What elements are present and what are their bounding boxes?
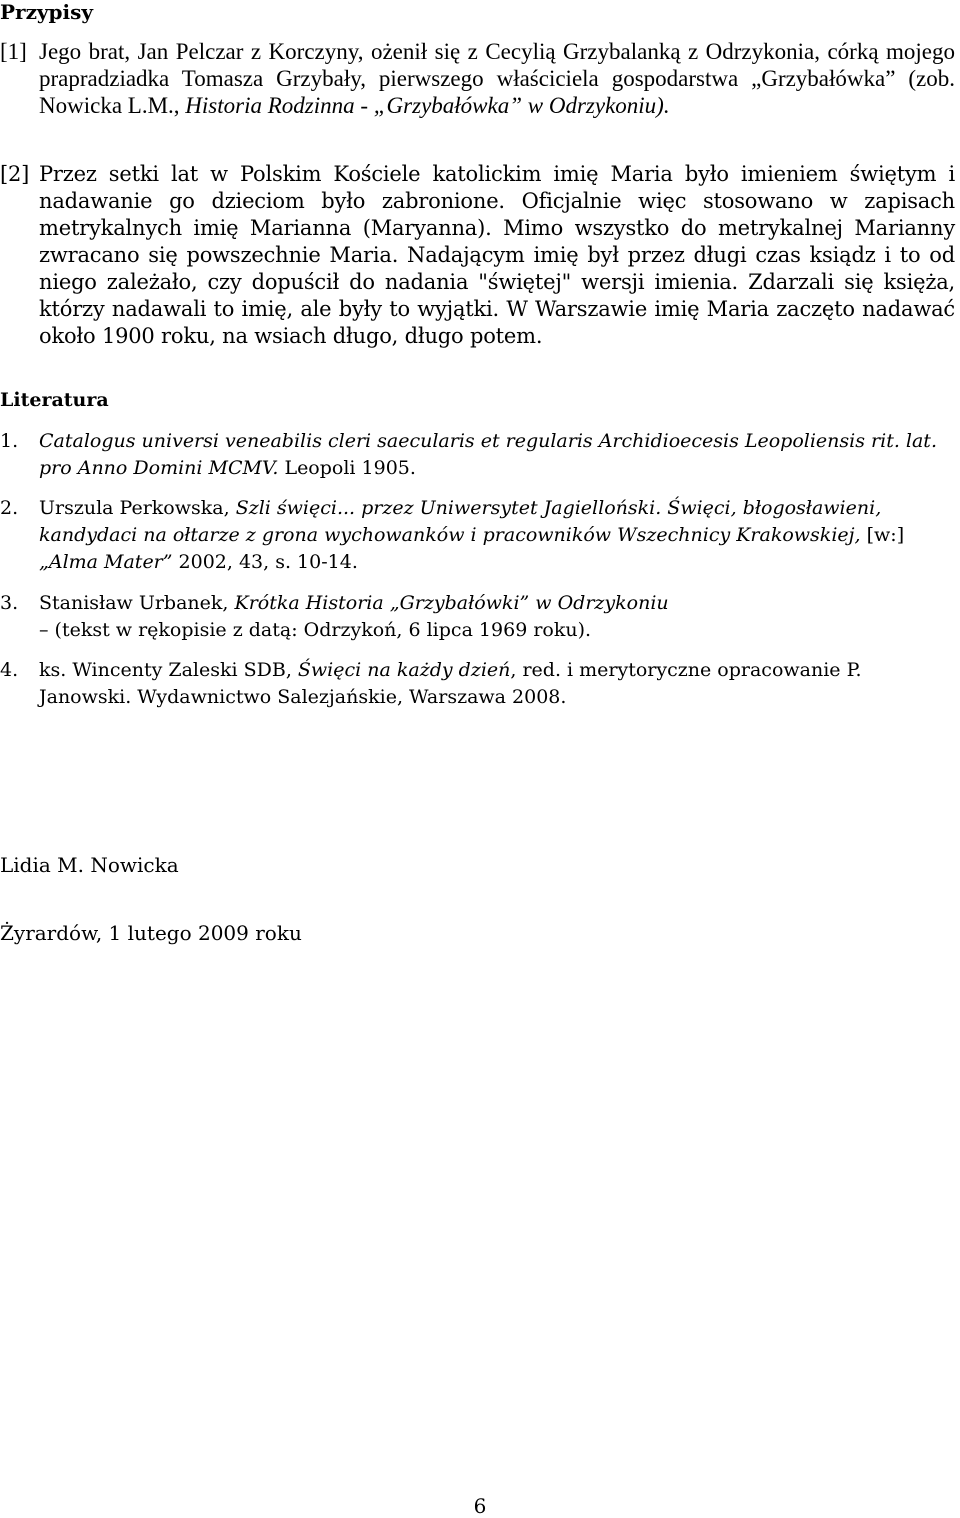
footnote-1 bbox=[0, 38, 955, 119]
literature-text bbox=[39, 495, 940, 576]
literature-plain: Leopoli 1905. bbox=[278, 457, 416, 479]
literature-journal: „Alma Mater” bbox=[39, 551, 173, 573]
literature-title: Święci na każdy dzień bbox=[297, 659, 511, 681]
literature-note: – (tekst w rękopisie z datą: Odrzykoń, 6 lipca 1969 roku). bbox=[39, 619, 592, 641]
footnote-2 bbox=[0, 161, 955, 350]
literature-item-2 bbox=[0, 495, 940, 576]
footnote-number: [1] bbox=[0, 39, 27, 64]
literature-number: 3. bbox=[0, 592, 19, 614]
literature-item-3 bbox=[0, 590, 940, 644]
literature-plain: [w:] bbox=[860, 524, 905, 546]
literature-number: 1. bbox=[0, 430, 19, 452]
footnote-number: [2] bbox=[0, 162, 30, 186]
literature-plain: 2002, 43, s. 10-14. bbox=[172, 551, 358, 573]
author-name: Lidia M. Nowicka bbox=[0, 853, 179, 877]
literature-text bbox=[39, 657, 940, 711]
place-date: Żyrardów, 1 lutego 2009 roku bbox=[0, 921, 302, 945]
literature-author: Urszula Perkowska, bbox=[39, 497, 236, 519]
literature-title: Krótka Historia „Grzybałówki” w Odrzykoniu bbox=[234, 592, 669, 614]
literature-number: 4. bbox=[0, 659, 19, 681]
literature-item-4 bbox=[0, 657, 940, 711]
literature-title: Catalogus universi veneabilis cleri saecularis et regularis Archidioecesis Leopoliensis rit. lat. pro Anno Domini MCMV. bbox=[39, 430, 937, 479]
page-number: 6 bbox=[473, 1494, 487, 1518]
footnotes-heading: Przypisy bbox=[0, 0, 94, 24]
footnote-text-plain: Jego brat, Jan Pelczar z Korczyny, ożenił się z Cecylią Grzybalanką z Odrzykonia, córką mojego prapradziadka Tomasza Grzybały, pierwszego właściciela gospodarstwa „Grzybałówka” (zob. Nowicka L.M., bbox=[39, 39, 955, 118]
footnote-text-italic: Historia Rodzinna - „Grzybałówka” w Odrzykoniu). bbox=[185, 93, 670, 118]
footnote-text bbox=[39, 38, 955, 119]
literature-plain: , red. i merytoryczne opracowanie P. Janowski. Wydawnictwo Salezjańskie, Warszawa 2008. bbox=[39, 659, 862, 708]
footnote-text: Przez setki lat w Polskim Kościele katolickim imię Maria było imieniem świętym i nadawanie go dzieciom było zabronione. Oficjalnie więc stosowano w zapisach metrykalnych imię Marianna (Maryanna). Mimo wszystko do metrykalnej Marianny zwracano się powszechnie Maria. Nadającym imię był przez długi czas ksiądz i to od niego zależało, czy dopuścił do nadania "świętej" wersji imienia. Zdarzali się księża, którzy nadawali to imię, ale były to wyjątki. W Warszawie imię Maria zaczęto nadawać około 1900 roku, na wsiach długo, długo potem. bbox=[39, 162, 955, 348]
literature-text bbox=[39, 590, 940, 617]
literature-number: 2. bbox=[0, 497, 19, 519]
literature-author: ks. Wincenty Zaleski SDB, bbox=[39, 659, 298, 681]
literature-title: Szli święci... przez Uniwersytet Jagielloński. Święci, błogosławieni, kandydaci na ołtarze z grona wychowanków i pracowników Wszechnicy Krakowskiej, bbox=[39, 497, 882, 546]
literature-text bbox=[39, 428, 940, 482]
literature-author: Stanisław Urbanek, bbox=[39, 592, 235, 614]
literature-item-1 bbox=[0, 428, 940, 482]
literature-heading: Literatura bbox=[0, 389, 109, 411]
